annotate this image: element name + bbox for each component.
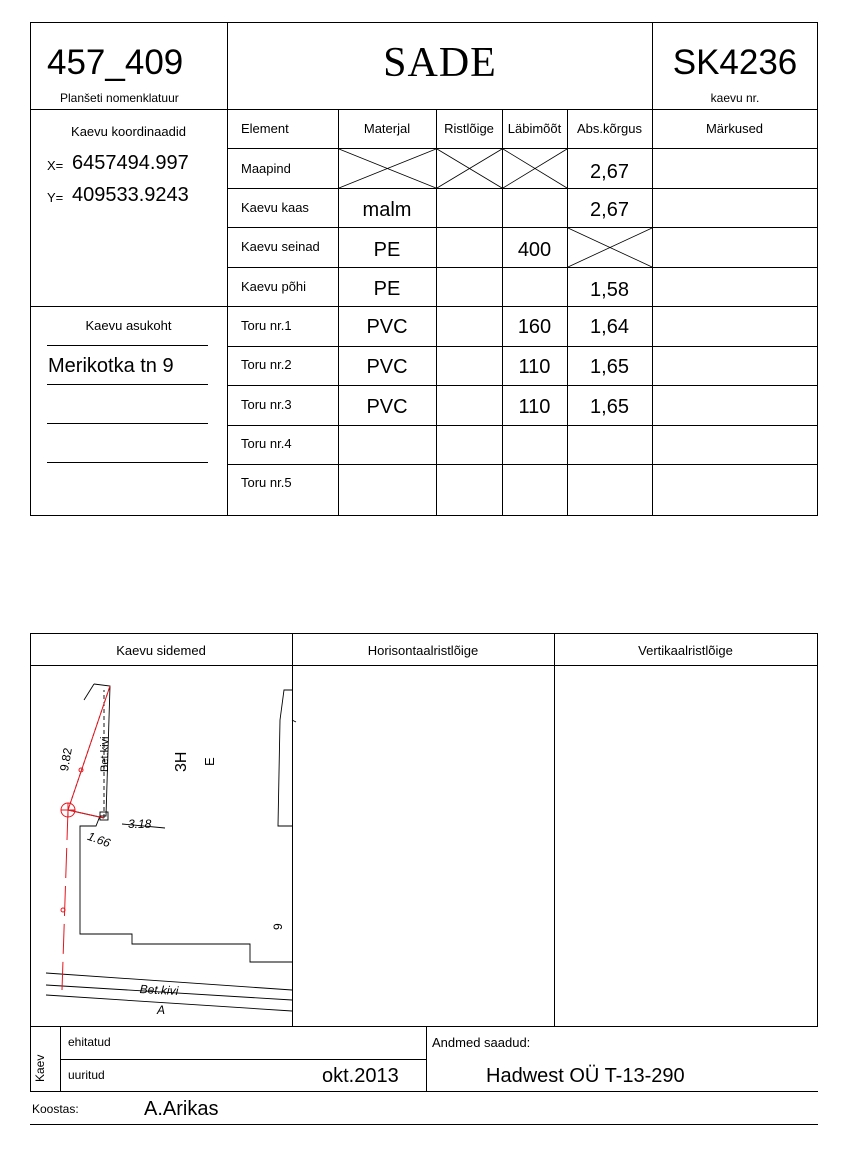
house-number: 9: [271, 923, 285, 930]
sheet-number: 457_409: [47, 43, 184, 82]
wall-label: Bet.kivi: [99, 736, 111, 772]
row-diameter: 110: [518, 396, 551, 418]
col-diameter: Läbimõõt: [507, 121, 562, 136]
y-prefix: Y=: [47, 190, 64, 205]
building-label: 3H: [173, 751, 190, 772]
row-element: Toru nr.1: [241, 318, 292, 333]
data-source: Hadwest OÜ T-13-290: [486, 1065, 685, 1087]
row-element: Kaevu põhi: [241, 279, 307, 294]
row-diameter: 160: [517, 316, 552, 338]
y-coordinate: 409533.9243: [72, 184, 189, 206]
page-title: SADE: [383, 40, 497, 86]
building-sub: E: [202, 757, 217, 766]
row-elevation: 2,67: [590, 199, 629, 221]
well-label: kaevu nr.: [710, 91, 760, 105]
row-material: PE: [373, 278, 401, 300]
row-material: PVC: [366, 316, 408, 338]
surveyed-label: uuritud: [68, 1068, 105, 1082]
dim-3-18: 3.18: [128, 817, 152, 831]
col-well-connections: Kaevu sidemed: [116, 643, 206, 658]
road-letter: A: [157, 1003, 166, 1017]
road-label: Bet.kivi: [139, 982, 179, 999]
sheet-label: Planšeti nomenklatuur: [60, 91, 179, 105]
coordinates-label: Kaevu koordinaadid: [71, 124, 186, 139]
row-element: Kaevu seinad: [241, 239, 320, 254]
x-coordinate: 6457494.997: [72, 152, 189, 174]
data-source-label: Andmed saadud:: [432, 1035, 531, 1050]
kaev-side-label: Kaev: [33, 1054, 47, 1082]
row-element: Kaevu kaas: [241, 200, 309, 215]
col-horizontal-section: Horisontaalristlõige: [367, 643, 479, 658]
location-value: Merikotka tn 9: [48, 355, 174, 377]
row-element: Toru nr.2: [241, 357, 292, 372]
row-element: Toru nr.5: [241, 475, 292, 490]
col-notes: Märkused: [705, 121, 764, 136]
dim-9-82: 9.82: [57, 746, 75, 773]
row-element: Toru nr.3: [241, 397, 292, 412]
row-material: PE: [373, 239, 401, 261]
survey-date: okt.2013: [322, 1065, 399, 1087]
col-elevation: Abs.kõrgus: [576, 121, 643, 136]
built-label: ehitatud: [68, 1035, 111, 1049]
location-label: Kaevu asukoht: [85, 318, 172, 333]
row-element: Toru nr.4: [241, 436, 292, 451]
x-prefix: X=: [47, 158, 64, 173]
well-id: SK4236: [672, 43, 798, 82]
row-elevation: 1,58: [590, 279, 629, 301]
author-name: A.Arikas: [144, 1098, 219, 1120]
author-label: Koostas:: [32, 1102, 79, 1116]
row-diameter: 110: [518, 356, 551, 378]
col-cross-section: Ristlõige: [444, 121, 494, 136]
row-material: malm: [362, 199, 412, 221]
dim-1-66: 1.66: [85, 829, 113, 851]
col-material: Materjal: [363, 121, 411, 136]
col-vertical-section: Vertikaalristlõige: [638, 643, 733, 658]
row-elevation: 1,65: [590, 356, 629, 378]
row-element: Maapind: [241, 161, 291, 176]
row-diameter: 400: [517, 239, 552, 261]
row-material: PVC: [366, 356, 408, 378]
row-material: PVC: [366, 396, 408, 418]
col-element: Element: [241, 121, 289, 136]
row-elevation: 1,65: [590, 396, 629, 418]
row-elevation: 1,64: [590, 316, 629, 338]
row-elevation: 2,67: [590, 161, 629, 183]
